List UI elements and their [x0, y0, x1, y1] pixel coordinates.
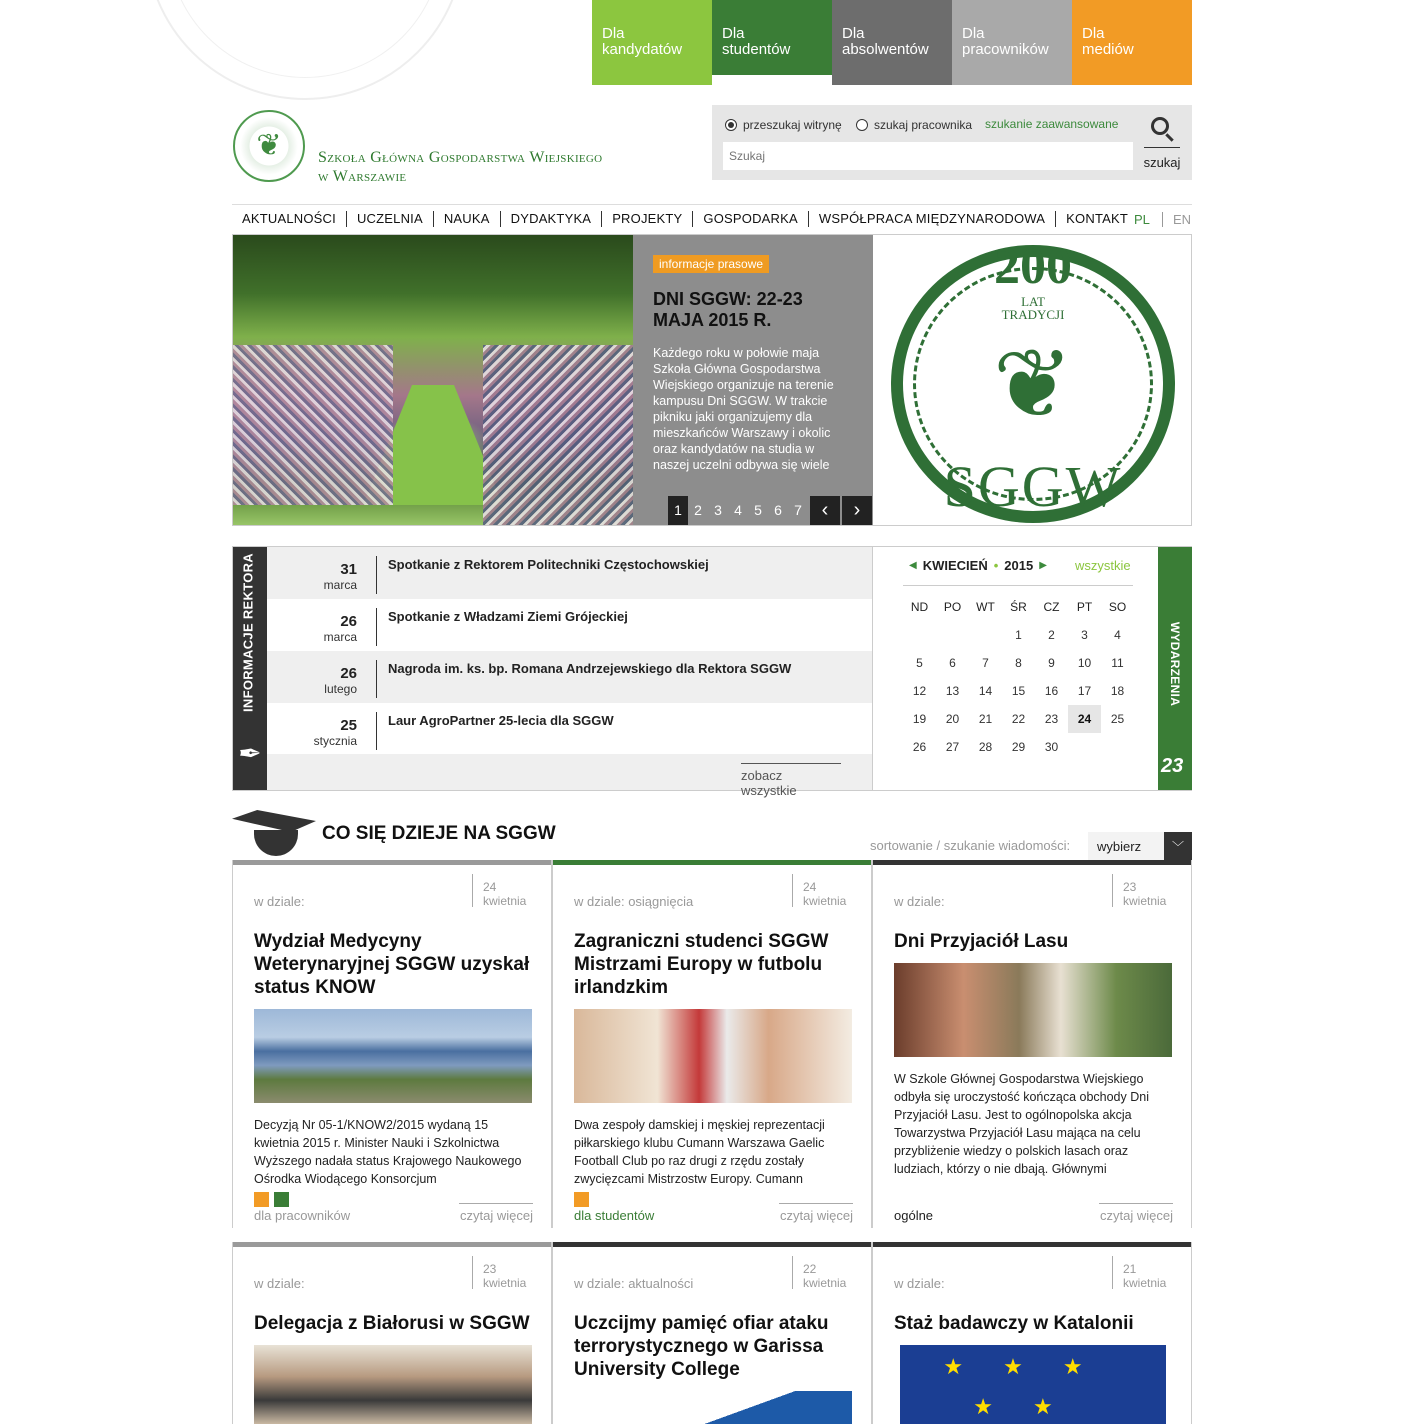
calendar-day[interactable]: 22	[1011, 712, 1026, 726]
card-top-bar	[233, 1242, 551, 1247]
nav-item-economy[interactable]: GOSPODARKA	[693, 211, 808, 227]
next-month-icon[interactable]: ▶	[1039, 560, 1047, 571]
card-description: Dwa zespoły damskiej i męskiej reprezentacji piłkarskiego klubu Cumann Warszawa Gaelic Football Club po raz drugi z rzędu zostały zwycięzcami Mistrzostw Europy. Cumann	[574, 1118, 825, 1186]
news-month: lutego	[324, 682, 357, 696]
calendar-day[interactable]: 9	[1048, 656, 1055, 670]
calendar-day[interactable]: 29	[1011, 740, 1026, 754]
card-day: 21	[1123, 1262, 1137, 1276]
background-seal-watermark	[145, 0, 465, 100]
calendar-day[interactable]: 5	[916, 656, 923, 670]
events-calendar	[872, 547, 1158, 790]
calendar-day[interactable]: 12	[912, 684, 927, 698]
hero-slider	[232, 234, 1192, 526]
calendar-day[interactable]: 14	[978, 684, 993, 698]
calendar-week	[903, 733, 1134, 761]
card-title[interactable]: Dni Przyjaciół Lasu	[894, 931, 1069, 952]
search-panel	[712, 105, 1192, 180]
divider	[376, 660, 377, 698]
card-month: kwietnia	[1123, 1276, 1167, 1290]
nav-item-university[interactable]: UCZELNIA	[347, 211, 434, 227]
calendar-week	[903, 621, 1134, 649]
university-name-logo[interactable]	[318, 148, 602, 186]
calendar-day[interactable]: 17	[1077, 684, 1092, 698]
tab-line2: absolwentów	[842, 41, 929, 58]
calendar-day[interactable]: 3	[1081, 628, 1088, 642]
logo-line2: w Warszawie	[318, 168, 407, 185]
calendar-day[interactable]: 25	[1110, 712, 1125, 726]
news-card	[872, 1242, 1192, 1424]
fountain-pen-icon: ✒	[238, 738, 262, 769]
rector-news-item[interactable]	[267, 547, 872, 599]
news-day: 26	[340, 665, 357, 682]
calendar-day[interactable]: 21	[978, 712, 993, 726]
read-more-link[interactable]: czytaj więcej	[779, 1203, 853, 1223]
card-day: 23	[483, 1262, 497, 1276]
lang-en[interactable]: EN	[1162, 212, 1191, 227]
calendar-day[interactable]: 7	[982, 656, 989, 670]
rector-news-item[interactable]	[267, 599, 872, 651]
date-divider	[472, 1256, 473, 1289]
slider-page-7[interactable]: 7	[794, 502, 802, 518]
card-section: w dziale:	[894, 894, 945, 909]
hero-info-panel	[633, 235, 873, 526]
divider	[376, 712, 377, 750]
card-date	[483, 1262, 526, 1290]
news-card	[232, 860, 552, 1228]
events-label: WYDARZENIA	[1168, 621, 1182, 707]
slider-page-5[interactable]: 5	[754, 502, 762, 518]
tab-line2: pracowników	[962, 41, 1049, 58]
card-category[interactable]: dla studentów	[574, 1208, 655, 1223]
calendar-all-link[interactable]: wszystkie	[1075, 558, 1131, 573]
card-day: 24	[803, 880, 817, 894]
calendar-empty-cell	[1101, 733, 1134, 761]
nav-item-projects[interactable]: PROJEKTY	[602, 211, 693, 227]
events-badge: 23	[1161, 755, 1184, 777]
calendar-day[interactable]: 2	[1048, 628, 1055, 642]
date-divider	[1112, 1256, 1113, 1289]
radio-selected-icon	[725, 119, 737, 131]
card-section: w dziale: osiągnięcia	[574, 894, 694, 909]
slider-prev-button[interactable]: ‹	[810, 496, 840, 525]
card-title[interactable]: Delegacja z Białorusi w SGGW	[254, 1313, 530, 1334]
news-day: 26	[340, 613, 357, 630]
news-card	[552, 1242, 872, 1424]
calendar-day[interactable]: 23	[1044, 712, 1059, 726]
photo-crowd-left	[233, 345, 393, 505]
calendar-day[interactable]: 11	[1111, 656, 1124, 670]
tab-line2: studentów	[722, 41, 791, 58]
news-day: 25	[340, 717, 357, 734]
calendar-weekday: PT	[1076, 600, 1093, 614]
search-button[interactable]	[1144, 113, 1182, 173]
calendar-day[interactable]: 24	[1068, 705, 1101, 733]
nav-item-teaching[interactable]: DYDAKTYKA	[501, 211, 603, 227]
seal-lat: LAT	[1021, 294, 1045, 309]
card-day: 24	[483, 880, 497, 894]
sort-label: sortowanie / szukanie wiadomości:	[870, 838, 1071, 853]
tab-line1: Dla	[722, 25, 745, 42]
date-divider	[472, 874, 473, 907]
tab-graduates[interactable]	[832, 0, 952, 85]
calendar-weekday: PO	[943, 600, 962, 614]
news-day: 31	[340, 561, 357, 578]
search-staff-radio[interactable]	[856, 118, 972, 132]
seal-name: SGGW	[943, 454, 1123, 519]
search-input[interactable]	[723, 142, 1133, 170]
category-tag-icon[interactable]	[254, 1192, 269, 1207]
card-month: kwietnia	[803, 1276, 847, 1290]
calendar-day[interactable]: 8	[1015, 656, 1022, 670]
calendar-empty-cell	[903, 621, 936, 649]
news-date	[267, 717, 357, 748]
calendar-day[interactable]: 20	[945, 712, 960, 726]
calendar-day[interactable]: 6	[949, 656, 956, 670]
card-section: w dziale: aktualności	[574, 1276, 694, 1291]
card-date	[1123, 1262, 1166, 1290]
sort-value: wybierz	[1097, 839, 1142, 854]
tab-line1: Dla	[1082, 25, 1105, 42]
card-title[interactable]: Zagraniczni studenci SGGW Mistrzami Europy w futbolu irlandzkim	[574, 931, 829, 998]
hero-photo-crowd[interactable]	[233, 235, 633, 526]
calendar-grid	[903, 593, 1134, 761]
slider-pager	[668, 496, 808, 525]
rector-news-item[interactable]	[267, 651, 872, 703]
news-card	[552, 860, 872, 1228]
card-tags	[574, 1192, 594, 1207]
university-seal-logo[interactable]	[233, 110, 305, 182]
card-title[interactable]: Staż badawczy w Katalonii	[894, 1313, 1134, 1334]
nav-item-news[interactable]: AKTUALNOŚCI	[232, 211, 347, 227]
divider	[376, 556, 377, 594]
calendar-week	[903, 677, 1134, 705]
tab-line1: Dla	[962, 25, 985, 42]
card-image[interactable]	[894, 963, 1172, 1057]
slider-page-4[interactable]: 4	[734, 502, 742, 518]
tab-students[interactable]	[712, 0, 832, 75]
rector-news-item[interactable]	[267, 703, 872, 755]
main-navigation	[232, 204, 1192, 235]
card-category[interactable]: ogólne	[894, 1208, 934, 1223]
separator-dot: •	[993, 558, 999, 573]
radio-empty-icon	[856, 119, 868, 131]
card-category[interactable]: dla pracowników	[254, 1208, 351, 1223]
calendar-day[interactable]: 30	[1044, 740, 1059, 754]
calendar-divider	[903, 585, 1133, 586]
card-month: kwietnia	[483, 1276, 527, 1290]
card-top-bar	[233, 860, 551, 865]
card-top-bar	[553, 1242, 871, 1247]
news-date	[267, 561, 357, 592]
card-section: w dziale:	[254, 1276, 305, 1291]
news-date	[267, 613, 357, 644]
news-title[interactable]: Nagroda im. ks. bp. Romana Andrzejewskiego dla Rektora SGGW	[388, 661, 792, 676]
logo-line1: Szkoła Główna Gospodarstwa Wiejskiego	[318, 149, 603, 166]
card-title[interactable]: Uczcijmy pamięć ofiar ataku terrorystycznego w Garissa University College	[574, 1313, 829, 1380]
search-site-label: przeszukaj witrynę	[743, 118, 842, 132]
card-top-bar	[873, 860, 1191, 865]
tab-line2: mediów	[1082, 41, 1134, 58]
tab-line1: Dla	[602, 25, 625, 42]
calendar-empty-cell	[969, 621, 1002, 649]
card-date	[1123, 880, 1166, 908]
card-month: kwietnia	[483, 894, 527, 908]
read-more-link[interactable]: czytaj więcej	[459, 1203, 533, 1223]
calendar-day[interactable]: 15	[1011, 684, 1026, 698]
slider-page-3[interactable]: 3	[714, 502, 722, 518]
search-button-underline	[1144, 147, 1180, 148]
calendar-empty-cell	[936, 621, 969, 649]
nav-item-international[interactable]: WSPÓŁPRACA MIĘDZYNARODOWA	[809, 211, 1056, 227]
card-top-bar	[553, 860, 871, 865]
tab-media[interactable]	[1072, 0, 1192, 85]
slider-next-button[interactable]: ›	[842, 496, 872, 525]
calendar-weekday: ŚR	[1010, 600, 1027, 614]
advanced-search-link[interactable]: szukanie zaawansowane	[985, 117, 1119, 131]
card-top-bar	[873, 1242, 1191, 1247]
seal-number: 200	[994, 238, 1072, 295]
nav-item-science[interactable]: NAUKA	[434, 211, 501, 227]
cap-top	[232, 810, 316, 832]
divider	[376, 608, 377, 646]
card-image[interactable]	[254, 1009, 532, 1103]
slider-page-2[interactable]: 2	[694, 502, 702, 518]
nav-item-contact[interactable]: KONTAKT	[1066, 211, 1129, 226]
card-image[interactable]	[574, 1009, 852, 1103]
calendar-day[interactable]: 4	[1114, 628, 1121, 642]
date-divider	[1112, 874, 1113, 907]
calendar-day[interactable]: 26	[912, 740, 927, 754]
lang-pl[interactable]: PL	[1134, 212, 1150, 227]
seal-caption	[873, 295, 1192, 321]
card-section: w dziale:	[254, 894, 305, 909]
prev-month-icon[interactable]: ◀	[909, 560, 917, 571]
calendar-day[interactable]: 1	[1015, 628, 1022, 642]
events-side-label[interactable]	[1158, 547, 1192, 790]
tab-line2: kandydatów	[602, 41, 683, 58]
magnifier-icon	[1151, 117, 1169, 135]
calendar-weekday: SO	[1108, 600, 1127, 614]
news-date	[267, 665, 357, 696]
tab-line1: Dla	[842, 25, 865, 42]
news-title[interactable]: Spotkanie z Rektorem Politechniki Częstochowskiej	[388, 557, 709, 572]
card-date	[803, 1262, 846, 1290]
graduation-cap-icon	[232, 810, 316, 858]
cap-base	[254, 830, 298, 856]
news-month: marca	[323, 630, 357, 644]
eagle-icon: ❦	[992, 331, 1074, 438]
calendar-empty-cell	[1068, 733, 1101, 761]
hero-title[interactable]: DNI SGGW: 22-23 MAJA 2015 R.	[653, 289, 803, 330]
search-site-radio[interactable]	[725, 118, 842, 132]
calendar-header	[903, 558, 1053, 573]
rector-side-label	[233, 547, 267, 790]
sort-select[interactable]	[1088, 832, 1192, 863]
category-tag-icon[interactable]	[274, 1192, 289, 1207]
calendar-day[interactable]: 13	[945, 684, 960, 698]
calendar-day[interactable]: 28	[978, 740, 993, 754]
calendar-week	[903, 705, 1134, 733]
hero-category-badge[interactable]: informacje prasowe	[653, 255, 769, 273]
news-month: stycznia	[313, 734, 357, 748]
news-card	[232, 1242, 552, 1424]
search-button-label: szukaj	[1143, 155, 1181, 170]
calendar-weekday: ND	[910, 600, 929, 614]
news-title[interactable]: Spotkanie z Władzami Ziemi Grójeckiej	[388, 609, 628, 624]
tab-candidates[interactable]	[592, 0, 712, 85]
read-more-link[interactable]: czytaj więcej	[1099, 1203, 1173, 1223]
calendar-month: KWIECIEŃ	[922, 558, 988, 573]
card-title[interactable]: Wydział Medycyny Weterynaryjnej SGGW uzyskał status KNOW	[254, 931, 530, 998]
card-date	[803, 880, 846, 908]
calendar-day[interactable]: 27	[945, 740, 960, 754]
calendar-weekday-row	[903, 593, 1134, 621]
calendar-day[interactable]: 16	[1044, 684, 1059, 698]
card-description: Decyzją Nr 05-1/KNOW2/2015 wydaną 15 kwietnia 2015 r. Minister Nauki i Szkolnictwa Wyższego nadała status Krajowego Naukowego Ośrodka Wiodącego Konsorcjum	[254, 1118, 522, 1186]
calendar-day[interactable]: 10	[1077, 656, 1092, 670]
rector-label: INFORMACJE REKTORA	[240, 553, 256, 713]
tab-employees[interactable]	[952, 0, 1072, 85]
card-month: kwietnia	[1123, 894, 1167, 908]
calendar-weekday: WT	[976, 600, 995, 614]
card-day: 22	[803, 1262, 817, 1276]
card-section: w dziale:	[894, 1276, 945, 1291]
card-tags	[254, 1192, 294, 1207]
card-day: 23	[1123, 880, 1137, 894]
calendar-week	[903, 649, 1134, 677]
card-image[interactable]	[900, 1345, 1166, 1424]
card-date	[483, 880, 526, 908]
see-all-link[interactable]: zobacz wszystkie	[741, 763, 841, 798]
slider-page-6[interactable]: 6	[774, 502, 782, 518]
card-description: W Szkole Głównej Gospodarstwa Wiejskiego odbyła się uroczystość kończąca obchody Dni Przyjaciół Lasu. Jest to ogólnopolska akcja Towarzystwa Przyjaciół Lasu mająca na celu przybliżenie wiedzy o polskich lasach oraz ludziach, którzy o nie dbają. Głównymi	[894, 1072, 1149, 1176]
news-title[interactable]: Laur AgroPartner 25-lecia dla SGGW	[388, 713, 614, 728]
rector-news-panel	[232, 546, 1192, 798]
eu-stars-icon: ★★★ ★★	[943, 1354, 1123, 1419]
hero-text: Każdego roku w połowie maja Szkoła Główna Gospodarstwa Wiejskiego organizuje na terenie kampusu Dni SGGW. W trakcie pikniku jaki organizujemy dla mieszkańców Warszawy i okolic oraz kandydatów na studia w naszej uczelni odbywa się wiele	[653, 346, 834, 472]
search-staff-label: szukaj pracownika	[874, 118, 973, 132]
card-month: kwietnia	[803, 894, 847, 908]
date-divider	[792, 1256, 793, 1289]
seal-tradycji: TRADYCJI	[1001, 307, 1065, 322]
calendar-day[interactable]: 18	[1110, 684, 1125, 698]
news-month: marca	[323, 578, 357, 592]
news-card	[872, 860, 1192, 1228]
category-tag-icon[interactable]	[574, 1192, 589, 1207]
card-image[interactable]	[574, 1391, 852, 1424]
chevron-down-icon[interactable]: ﹀	[1164, 832, 1192, 863]
card-image[interactable]	[254, 1345, 532, 1424]
calendar-day[interactable]: 19	[912, 712, 927, 726]
calendar-weekday: CZ	[1043, 600, 1060, 614]
date-divider	[792, 874, 793, 907]
anniversary-seal	[873, 235, 1192, 526]
news-section-title: CO SIĘ DZIEJE NA SGGW	[322, 823, 556, 844]
slider-page-1[interactable]: 1	[668, 496, 688, 525]
photo-crowd-right	[483, 345, 633, 525]
calendar-year: 2015	[1004, 558, 1034, 573]
